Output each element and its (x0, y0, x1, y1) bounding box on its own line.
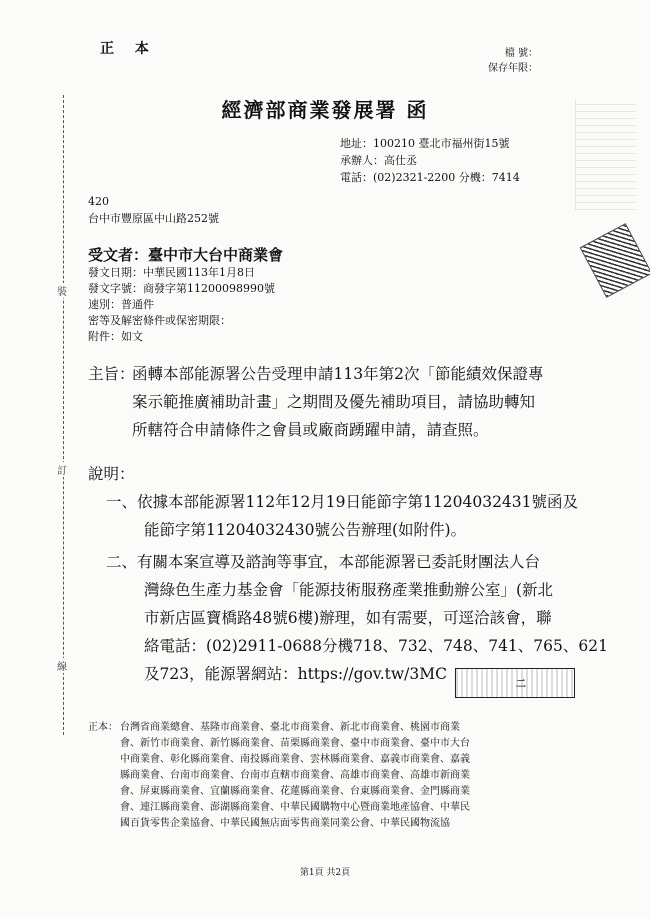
binding-mark-xian: 線 (57, 658, 67, 673)
sender-handler: 承辦人：高仕丞 (340, 154, 417, 167)
copy-label: 正 本 (100, 41, 157, 57)
cc-line: 中商業會、彰化縣商業會、南投縣商業會、雲林縣商業會、嘉義市商業會、嘉義 (120, 754, 470, 765)
explain-item-2-line: 及723，能源署網站：https://gov.tw/3MC (144, 665, 447, 683)
cc-line: 縣商業會、台南市商業會、台南市直轄市商業會、高雄市商業會、高雄市新商業 (120, 770, 470, 781)
gist-line: 案示範推廣補助計畫」之期間及優先補助項目，請協助轉知 (132, 393, 536, 411)
retention-label: 保存年限： (488, 63, 538, 74)
binding-line (63, 95, 64, 735)
page-footer: 第1頁 共2頁 (299, 868, 351, 878)
document-meta (88, 245, 283, 345)
explain-item-2-line: 灣綠色生產力基金會「能源技術服務產業推動辦公室」(新北 (144, 581, 554, 599)
cc-line: 會、連江縣商業會、澎湖縣商業會、中華民國購物中心暨商業地產協會、中華民 (120, 802, 470, 813)
gist-line: 所轄符合申請條件之會員或廠商踴躍申請，請查照。 (132, 421, 489, 439)
cc-label: 正本： (88, 722, 118, 733)
seal-stamp: 二 (455, 668, 575, 698)
file-labels (488, 46, 538, 76)
explain-item-2-line: 市新店區寶橋路48號6樓)辦理，如有需要，可逕洽該會，聯 (144, 609, 552, 627)
file-number-label: 檔 號： (504, 48, 538, 59)
explain-item-1-line: 能節字第11204032430號公告辦理(如附件)。 (144, 521, 467, 539)
agency-title: 經濟部商業發展署 函 (221, 98, 429, 122)
gist-section (88, 360, 543, 444)
attachment: 附件：如文 (88, 330, 143, 343)
cc-line: 會、新竹市商業會、新竹縣商業會、苗栗縣商業會、臺中市商業會、臺中市大台 (120, 738, 470, 749)
explain-section (106, 488, 608, 688)
explain-item-2-line: 絡電話：(02)2911-0688分機718、732、748、741、765、621 (144, 637, 608, 655)
cc-line: 會、屏東縣商業會、宜蘭縣商業會、花蓮縣商業會、台東縣商業會、金門縣商業 (120, 786, 470, 797)
speed-class: 速別：普通件 (88, 298, 154, 311)
issue-date: 發文日期：中華民國113年1月8日 (88, 266, 255, 279)
cc-line: 國百貨零售企業協會、中華民國無店面零售商業同業公會、中華民國物流協 (120, 818, 450, 829)
document-number: 發文字號：商發字第11200098990號 (88, 282, 275, 295)
sender-info (340, 135, 520, 186)
received-stamp (580, 223, 650, 298)
gist-line: 函轉本部能源署公告受理申請113年第2次「節能績效保證專 (132, 365, 544, 383)
gist-label: 主旨： (88, 365, 135, 383)
explain-label: 說明： (88, 465, 135, 483)
binding-mark-zhuang: 裝 (57, 283, 67, 298)
cc-list (88, 720, 470, 832)
cc-line: 台灣省商業總會、基隆市商業會、臺北市商業會、新北市商業會、桃園市商業 (120, 722, 460, 733)
explain-item-1-line: 一、依據本部能源署112年12月19日能節字第11204032431號函及 (106, 493, 579, 511)
explain-item-2-line: 二、有關本案宣導及諮詢等事宜，本部能源署已委託財團法人台 (106, 553, 541, 571)
binding-mark-ding: 訂 (57, 462, 67, 477)
security-class: 密等及解密條件或保密期限： (88, 314, 231, 327)
sender-phone: 電話：(02)2321-2200 分機：7414 (340, 171, 520, 184)
postal-code: 420 (88, 195, 109, 208)
recipient: 受文者：臺中市大台中商業會 (88, 246, 284, 264)
street-address: 台中市豐原區中山路252號 (88, 212, 219, 225)
recipient-address (88, 193, 219, 227)
sender-address: 地址：100210 臺北市福州街15號 (340, 137, 510, 150)
